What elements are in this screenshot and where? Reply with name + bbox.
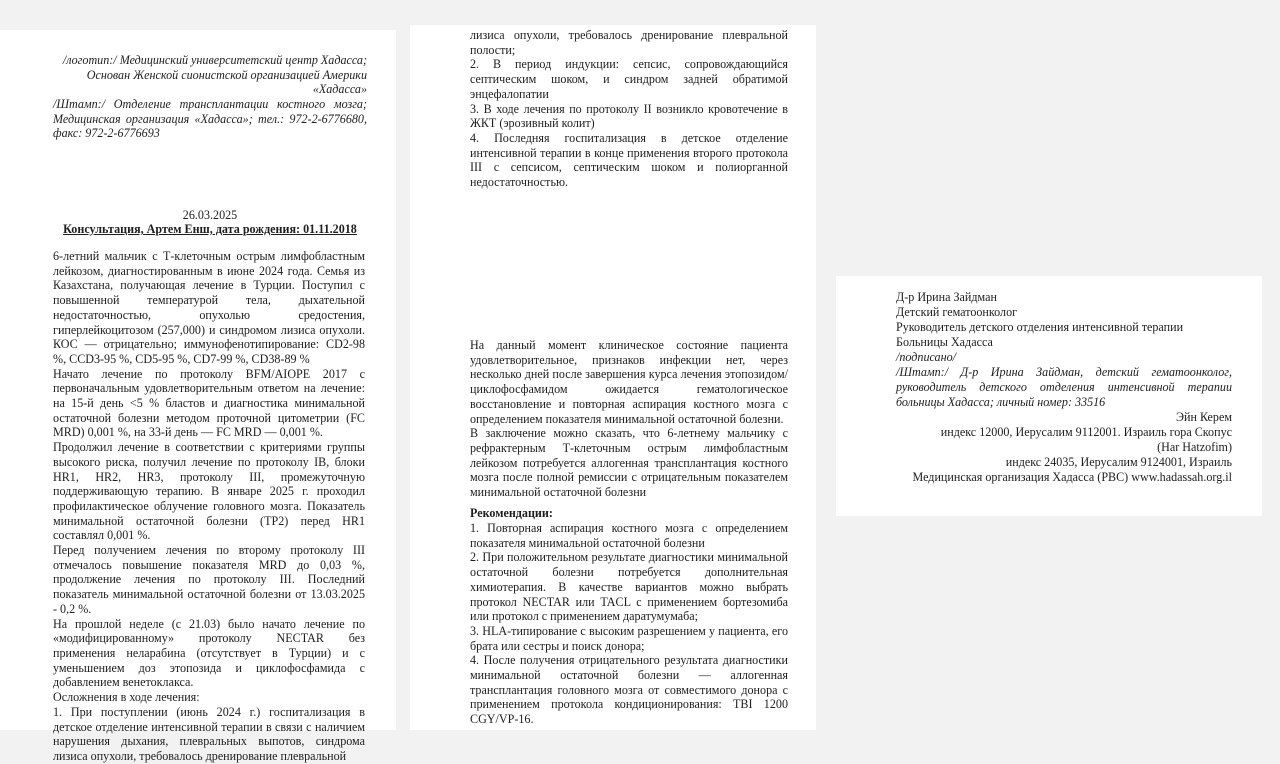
list-item: 1. Повторная аспирация костного мозга с определением показателя минимальной остаточной болезни — [470, 521, 788, 550]
doctor-stamp: /Штамп:/ Д-р Ирина Зайдман, детский гематоонколог, руководитель детского отделения интенсивной терапии больницы Хадасса; личный номер: 33516 — [896, 365, 1232, 409]
address-line: индекс 24035, Иерусалим 9124001, Израиль — [1005, 455, 1232, 469]
doctor-position: Детский гематоонколог — [896, 305, 1018, 319]
address-line: Эйн Керем — [1176, 410, 1232, 424]
list-item: 2. При положительном результате диагностики минимальной остаточной болезни потребуется дополнительная химиотерапия. В качестве вариантов можно выбрать протокол NECTAR или TACL с применением бортезомиба или протокол с применением даратумумаба; — [470, 550, 788, 624]
document-page-1 — [0, 30, 396, 763]
document-page-3 — [836, 276, 1262, 516]
list-item: 4. После получения отрицательного результата диагностики минимальной остаточной болезни — аллогенная трансплантация головного мозга от совместимого донора с применением протокола кондиционирования: TBI 1200 CGY/VP-16. — [470, 653, 788, 727]
doctor-name: Д-р Ирина Зайдман — [896, 290, 997, 304]
complications-list — [470, 28, 788, 190]
recommendations-list — [470, 521, 788, 727]
address-line: индекс 12000, Иерусалим 9112001. Израиль гора Скопус (Har Hatzofim) — [940, 425, 1232, 454]
header-stamp: /Штамп:/ Отделение трансплантации костного мозга; Медицинская организация «Хадасса»; тел.: 972-2-6776680, факс: 972-2-6776693 — [53, 97, 367, 141]
signature-block — [896, 290, 1232, 485]
paragraph: На данный момент клиническое состояние пациента удовлетворительное, признаков инфекции нет, через несколько дней после завершения курса лечения этопозидом/циклофосфамидом ожидается гематологическое восстановление и повторная аспирация костного мозга с определением показателя минимальной остаточной болезни. — [470, 338, 788, 426]
header-logo: /логотип:/ Медицинский университетский центр Хадасса; Основан Женской сионистской организацией Америки «Хадасса» — [62, 53, 367, 97]
document-page-2 — [410, 25, 816, 730]
paragraph: На прошлой неделе (с 21.03) было начато лечение по «модифицированному» протоколу NECTAR без применения неларабина (отсутствует в Турции) и с уменьшением доз этопозида и циклофосфамида с добавлением венетоклакса. — [53, 616, 365, 690]
paragraph: Осложнения в ходе лечения: — [53, 690, 200, 705]
doctor-position: Больницы Хадасса — [896, 335, 993, 349]
list-item: 3. HLA-типирование с высоким разрешением у пациента, его брата или сестры и поиск донора; — [470, 623, 788, 653]
list-item: 3. В ходе лечения по протоколу II возникло кровотечение в ЖКТ (эрозивный колит) — [470, 101, 788, 131]
paragraph: Продолжил лечение в соответствии с критериями группы высокого риска, получил лечение по протоколу IB, блоки HR1, HR2, HR3, протоколу III, промежуточную поддерживающую терапию. В январе 2025 г. проходил профилактическое облучение головного мозга. Показатель минимальной остаточной болезни (TP2) перед HR1 составлял 0,001 %. — [53, 440, 365, 543]
status-text — [470, 338, 788, 500]
paragraph: Перед получением лечения по второму протоколу III отмечалось повышение показателя MRD до 0,03 %, продолжение лечения по протоколу III. Последний показатель минимальной остаточной болезни от 13.03.2025 - 0,2 %. — [53, 543, 365, 616]
paragraph: Начато лечение по протоколу BFM/AIOPE 2017 с первоначальным удовлетворительным ответом на лечение: на 15-й день <5 % бластов и диагностика минимальной остаточной болезни методом проточной цитометрии (FC MRD) 0,001 %, на 33-й день — FC MRD — 0,001 %. — [53, 366, 365, 440]
paragraph: 6-летний мальчик с Т-клеточным острым лимфобластным лейкозом, диагностированным в июне 2024 года. Семья из Казахстана, получающая лечение в Турции. Поступил с повышенной температурой тела, дыхательной недостаточностью, опухолью средостения, гиперлейкоцитозом (257,000) и синдромом лизиса опухоли. КОС — отрицательно; иммунофенотипирование: CD2-98 %, CCD3-95 %, CD5-95 %, CD7-99 %, CD38-89 % — [53, 249, 365, 366]
document-title: Консультация, Артем Енш, дата рождения: 01.11.2018 — [63, 222, 357, 236]
address-line: Медицинская организация Хадасса (PBC) www.hadassah.org.il — [912, 470, 1232, 484]
body-text — [53, 249, 365, 764]
list-item: лизиса опухоли, требовалось дренирование плевральной полости; — [470, 28, 788, 57]
paragraph: В заключение можно сказать, что 6-летнему мальчику с рефрактерным Т-клеточным острым лимфобластным лейкозом потребуется аллогенная трансплантация костного мозга после полной ремиссии с отрицательным показателем минимальной остаточной болезни — [470, 426, 788, 500]
recommendations-heading: Рекомендации: — [470, 506, 553, 520]
document-date: 26.03.2025 — [182, 208, 238, 222]
list-item: 2. В период индукции: сепсис, сопровождающийся септическим шоком, и синдром задней обратимой энцефалопатии — [470, 57, 788, 101]
list-item: 4. Последняя госпитализация в детское отделение интенсивной терапии в конце применения второго протокола III с сепсисом, септическим шоком и полиорганной недостаточностью. — [470, 130, 788, 190]
paragraph: 1. При поступлении (июнь 2024 г.) госпитализация в детское отделение интенсивной терапии в связи с наличием нарушения дыхания, плевральных выпотов, синдрома лизиса опухоли, требовалось дренирование плевральной — [53, 704, 365, 763]
signed-note: /подписано/ — [896, 350, 957, 364]
doctor-position: Руководитель детского отделения интенсивной терапии — [896, 320, 1184, 334]
